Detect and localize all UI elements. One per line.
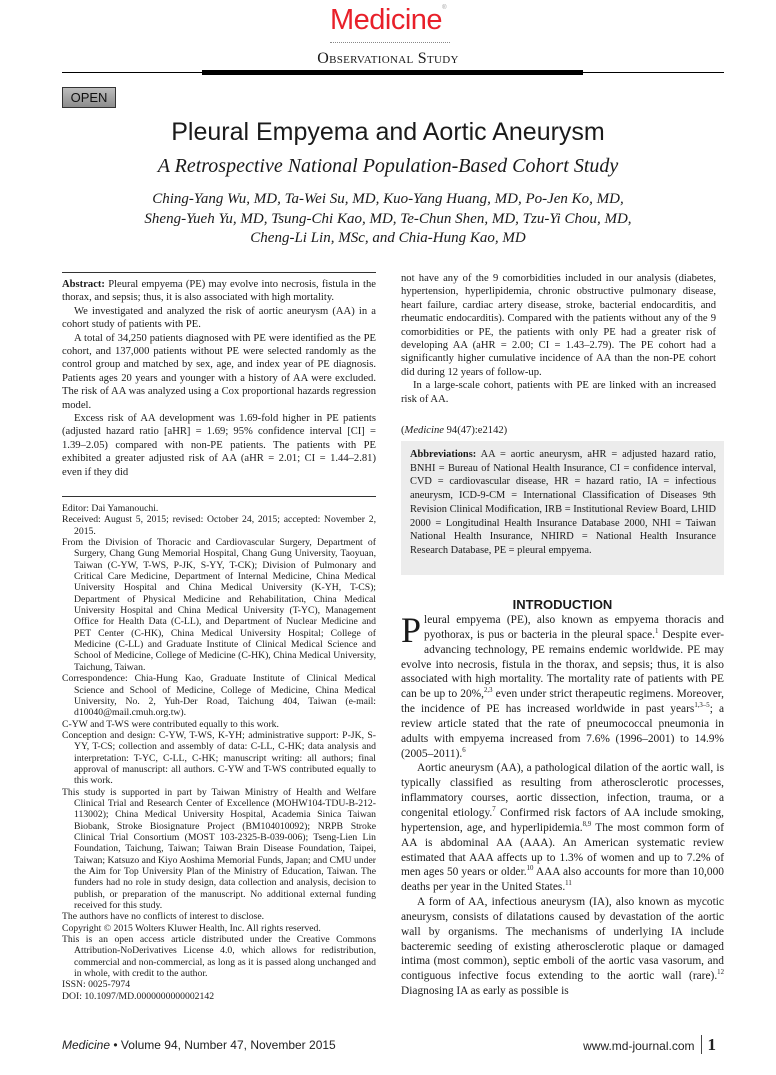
abstract-column-right <box>401 272 716 406</box>
paragraph-text: Aortic aneurysm (AA), a pathological dilation of the aortic wall, is typically classified as resulting from atherosclerotic processes, inflammatory courses, aortic dissection, infection, trauma, or a congenital etiology. <box>401 762 724 819</box>
paragraph-text: ; a review article stated that the rate of pneumococcal pneumonia in adults with empyema increased from 7.6% (1996–2001) to 14.9% (2005–2011). <box>401 703 724 760</box>
introduction-paragraph <box>401 761 724 895</box>
citation-superscript: 1,3–5 <box>694 702 710 710</box>
paragraph-text: A form of AA, infectious aneurysm (IA), also known as mycotic aneurysm, consists of dilatations caused by devastation of the aortic wall by organisms. The mechanisms of underlying IA include bacteremic seeding of existing atherosclerotic plaque or damaged intima (most common), septic emboli of the aortic vasa vasorum, and contiguous infective focus extending to the aortic wall (rare). <box>401 896 724 983</box>
introduction-heading: INTRODUCTION <box>512 597 613 612</box>
footnote-license: This is an open access article distributed under the Creative Commons Attribution-NoDerivatives License 4.0, which allows for redistribution, commercial and non-commercial, as long as it is passed along unchanged and in whole, with credit to the author. <box>62 934 376 980</box>
footnote-dates: Received: August 5, 2015; revised: October 24, 2015; accepted: November 2, 2015. <box>62 514 376 537</box>
introduction-body <box>401 610 725 999</box>
paragraph-text: Despite ever-advancing technology, PE remains endemic worldwide. PE may evolve into necrosis, fistula in the thorax, and sepsis; thus, it is also associated with high mortality. The mortality rate of patients with PE can be up to 20%, <box>401 628 725 701</box>
footnote-correspondence: Correspondence: Chia-Hung Kao, Graduate Institute of Clinical Medical Science and School of Medicine, College of Medicine, China Medical University, No. 2, Yuh-Der Road, Taichung 404, Taiwan (e-mail: d10040@mail.cmuh.org.tw). <box>62 673 376 719</box>
citation-superscript: 12 <box>717 969 724 977</box>
footnote-editor: Editor: Dai Yamanouchi. <box>62 503 159 514</box>
article-title: Pleural Empyema and Aortic Aneurysm <box>171 118 605 146</box>
footnote-contributions: Conception and design: C-YW, T-WS, K-YH; administrative support: P-JK, S-YY, T-CS; collection and assembly of data: C-LL, C-HK; data analysis and interpretation: T-YC, C-LL, C-HK; manuscript writing: all authors; final approval of manuscript: all authors. C-YW and T-WS contributed equally to this work. <box>62 729 376 787</box>
abstract-paragraph: In a large-scale cohort, patients with PE are linked with an increased risk of AA. <box>401 380 716 405</box>
journal-url-link[interactable]: www.md-journal.com <box>583 1039 695 1053</box>
open-access-badge: OPEN <box>62 87 116 108</box>
footnote-conflicts: The authors have no conflicts of interest to disclose. <box>62 911 265 923</box>
citation-superscript: 6 <box>462 746 466 754</box>
page-number: 1 <box>701 1035 717 1054</box>
author-line: Cheng-Li Lin, MSc, and Chia-Hung Kao, MD <box>250 230 526 246</box>
introduction-paragraph <box>401 895 724 999</box>
abbreviations-text: AA = aortic aneurysm, aHR = adjusted hazard ratio, BNHI = Bureau of National Health Insurance, CI = confidence interval, CVD = cardiovascular disease, HR = hazard ratio, IA = infectious aneurysm, ICD-9-CM = International Classification of Diseases 9th Revision Clinical Modification, IRB = Institutional Review Board, LHID 2000 = Longitudinal Health Insurance Database 2000, NHI = Taiwan National Health Insurance, NHIRD = National Health Insurance Research Database, PE = pleural empyema. <box>410 449 716 556</box>
footnote-funding: This study is supported in part by Taiwan Ministry of Health and Welfare Clinical Trial and Research Center of Excellence (MOHW104-TDU-B-212-113002); China Medical University Hospital, Academia Sinica Taiwan Biobank, Stroke Biosignature Project (BM10401009​2); NRPB Stroke Clinical Trial Consortium (MOST 103-2325-B-039-006); Tseng-Lien Lin Foundation, Taichung, Taiwan; Taiwan Brain Disease Foundation, Taipei, Taiwan; Katsuzo and Kiyo Aoshima Memorial Funds, Japan; and CMU under the Aim for Top University Plan of the Ministry of Education, Taiwan. The funders had no role in study design, data collection and analysis, decision to publish, or preparation of the manuscript. No additional external funding received for this study. <box>62 786 377 912</box>
abstract-paragraph: A total of 34,250 patients diagnosed with PE were identified as the PE cohort, and 137,000 patients without PE were selected randomly as the control group and matched by sex, age, and index year of PE diagnosis. Patients ages 20 years and younger with a history of AA were excluded. The risk of AA was analyzed using a Cox proportional hazards regression model. <box>62 332 376 411</box>
abstract-paragraph <box>62 278 376 305</box>
citation-journal: Medicine <box>404 425 444 436</box>
logo-divider <box>330 42 450 43</box>
author-line: Sheng-Yueh Yu, MD, Tsung-Chi Kao, MD, Te-Chun Shen, MD, Tzu-Yi Chou, MD, <box>144 210 632 227</box>
citation-superscript: 7 <box>492 806 496 814</box>
paragraph-text: Diagnosing IA as early as possible is <box>401 985 569 998</box>
paragraph-text: leural empyema (PE), also known as empyema thoracis and pyothorax, is pus or bacteria in the pleural space. <box>424 614 724 641</box>
paragraph-text: even under strict therapeutic regimens. Moreover, the incidence of PE has increased worldwide in past years <box>401 688 724 716</box>
abbreviations-label: Abbreviations: <box>410 449 477 460</box>
abstract-rule-top <box>62 272 376 273</box>
abstract-paragraph: Excess risk of AA development was 1.69-fold higher in PE patients (adjusted hazard ratio [aHR] = 1.69; 95% confidence interval [CI] = 1.39–2.05) compared with non-PE patients. The patients with PE exhibited a greater adjusted risk of AA (aHR = 2.01; CI = 1.44–2.81) even if they did <box>62 413 376 478</box>
paragraph-text: The most common form of AA is abdominal AA (AAA). An American systematic review estimated that AAA affects up to 1.3% of women and up to 7.2% of men ages 50 years or older. <box>401 821 724 879</box>
footnote-issn: ISSN: 0025-7974 <box>62 979 131 991</box>
journal-logo <box>0 4 776 37</box>
introduction-paragraph <box>401 610 725 761</box>
abstract-paragraph: not have any of the 9 comorbidities included in our analysis (diabetes, hypertension, hyperlipidemia, chronic obstructive pulmonary disease, heart failure, cardiac artery disease, stroke, bacterial endocarditis, and rheumatic endocarditis). Compared with the patients without any of the 9 comorbidities or PE, the patients with only PE had a greater risk of developing AA (aHR = 2.00; CI = 1.43–2.79). The PE cohort had a significantly higher cumulative incidence of AA than the non-PE cohort did during 12 years of follow-up. <box>401 273 716 378</box>
article-subtitle: A Retrospective National Population-Based Cohort Study <box>157 155 619 177</box>
footer-journal: Medicine <box>62 1038 111 1052</box>
registered-mark: ® <box>442 5 446 11</box>
footer-issue: Volume 94, Number 47, November 2015 <box>120 1038 336 1052</box>
paragraph-text: AAA also accounts for more than 10,000 deaths per year in the United States. <box>401 866 724 894</box>
footer-separator: • <box>113 1038 118 1052</box>
drop-cap: P <box>401 610 422 650</box>
footnote-copyright: Copyright © 2015 Wolters Kluwer Health, Inc. All rights reserved. <box>62 922 321 934</box>
author-line: Ching-Yang Wu, MD, Ta-Wei Su, MD, Kuo-Yang Huang, MD, Po-Jen Ko, MD, <box>152 191 624 207</box>
abstract-column-left <box>62 278 376 479</box>
article-citation <box>401 425 507 436</box>
citation-superscript: 2,3 <box>484 687 493 695</box>
abstract-rule-bottom <box>62 496 376 497</box>
footnote-affiliations: From the Division of Thoracic and Cardiovascular Surgery, Department of Surgery, Chang Gung Memorial Hospital, Chang Gung University, Taoyuan, Taiwan (C-YW, T-WS, P-JK, S-YY, T-CK); Division of Pulmonary and Critical Care Medicine, Department of Internal Medicine, China Medical University Hospital and China Medical University (K-YH, T-CS); Department of Physical Medicine and Rehabilitation, China Medical University Hospital and China Medical University (T-YC), Management Office for Health Data (C-LL), and Department of Nuclear Medicine and PET Center (C-HK), China Medical University Hospital; College of Medicine (C-LL) and Graduate Institute of Clinical Medical Science and School of Medicine, College of Medicine (C-HK), China Medical University, Taichung, Taiwan. <box>62 537 376 673</box>
section-label: Observational Study <box>317 50 459 67</box>
citation-paren: ( <box>401 425 405 436</box>
header-rule-bar <box>202 70 583 75</box>
logo-text: Medicine <box>330 4 443 36</box>
citation-superscript: 1 <box>655 628 659 636</box>
footer-right <box>583 1035 716 1055</box>
paragraph-text: Confirmed risk factors of AA include smoking, hypertension, age, and hyperlipidemia. <box>401 806 725 834</box>
abstract-text: Pleural empyema (PE) may evolve into necrosis, fistula in the thorax, and sepsis; thus, it is also associated with high mortality. <box>62 279 376 304</box>
author-list <box>110 190 666 249</box>
citation-superscript: 8,9 <box>582 821 592 829</box>
citation-ref: 94(47):e2142) <box>443 425 508 436</box>
article-footnotes <box>62 503 376 1002</box>
citation-superscript: 10 <box>526 865 534 873</box>
abbreviations-box <box>401 441 724 575</box>
footnote-doi: DOI: 10.1097/MD.0000000000002142 <box>62 990 215 1002</box>
abstract-label: Abstract: <box>62 279 105 290</box>
footnote-equal-contribution: C-YW and T-WS were contributed equally to this work. <box>62 718 279 730</box>
citation-superscript: 11 <box>565 880 572 888</box>
footer-citation <box>62 1038 336 1052</box>
abstract-paragraph: We investigated and analyzed the risk of aortic aneurysm (AA) in a cohort study of patients with PE. <box>62 305 376 331</box>
